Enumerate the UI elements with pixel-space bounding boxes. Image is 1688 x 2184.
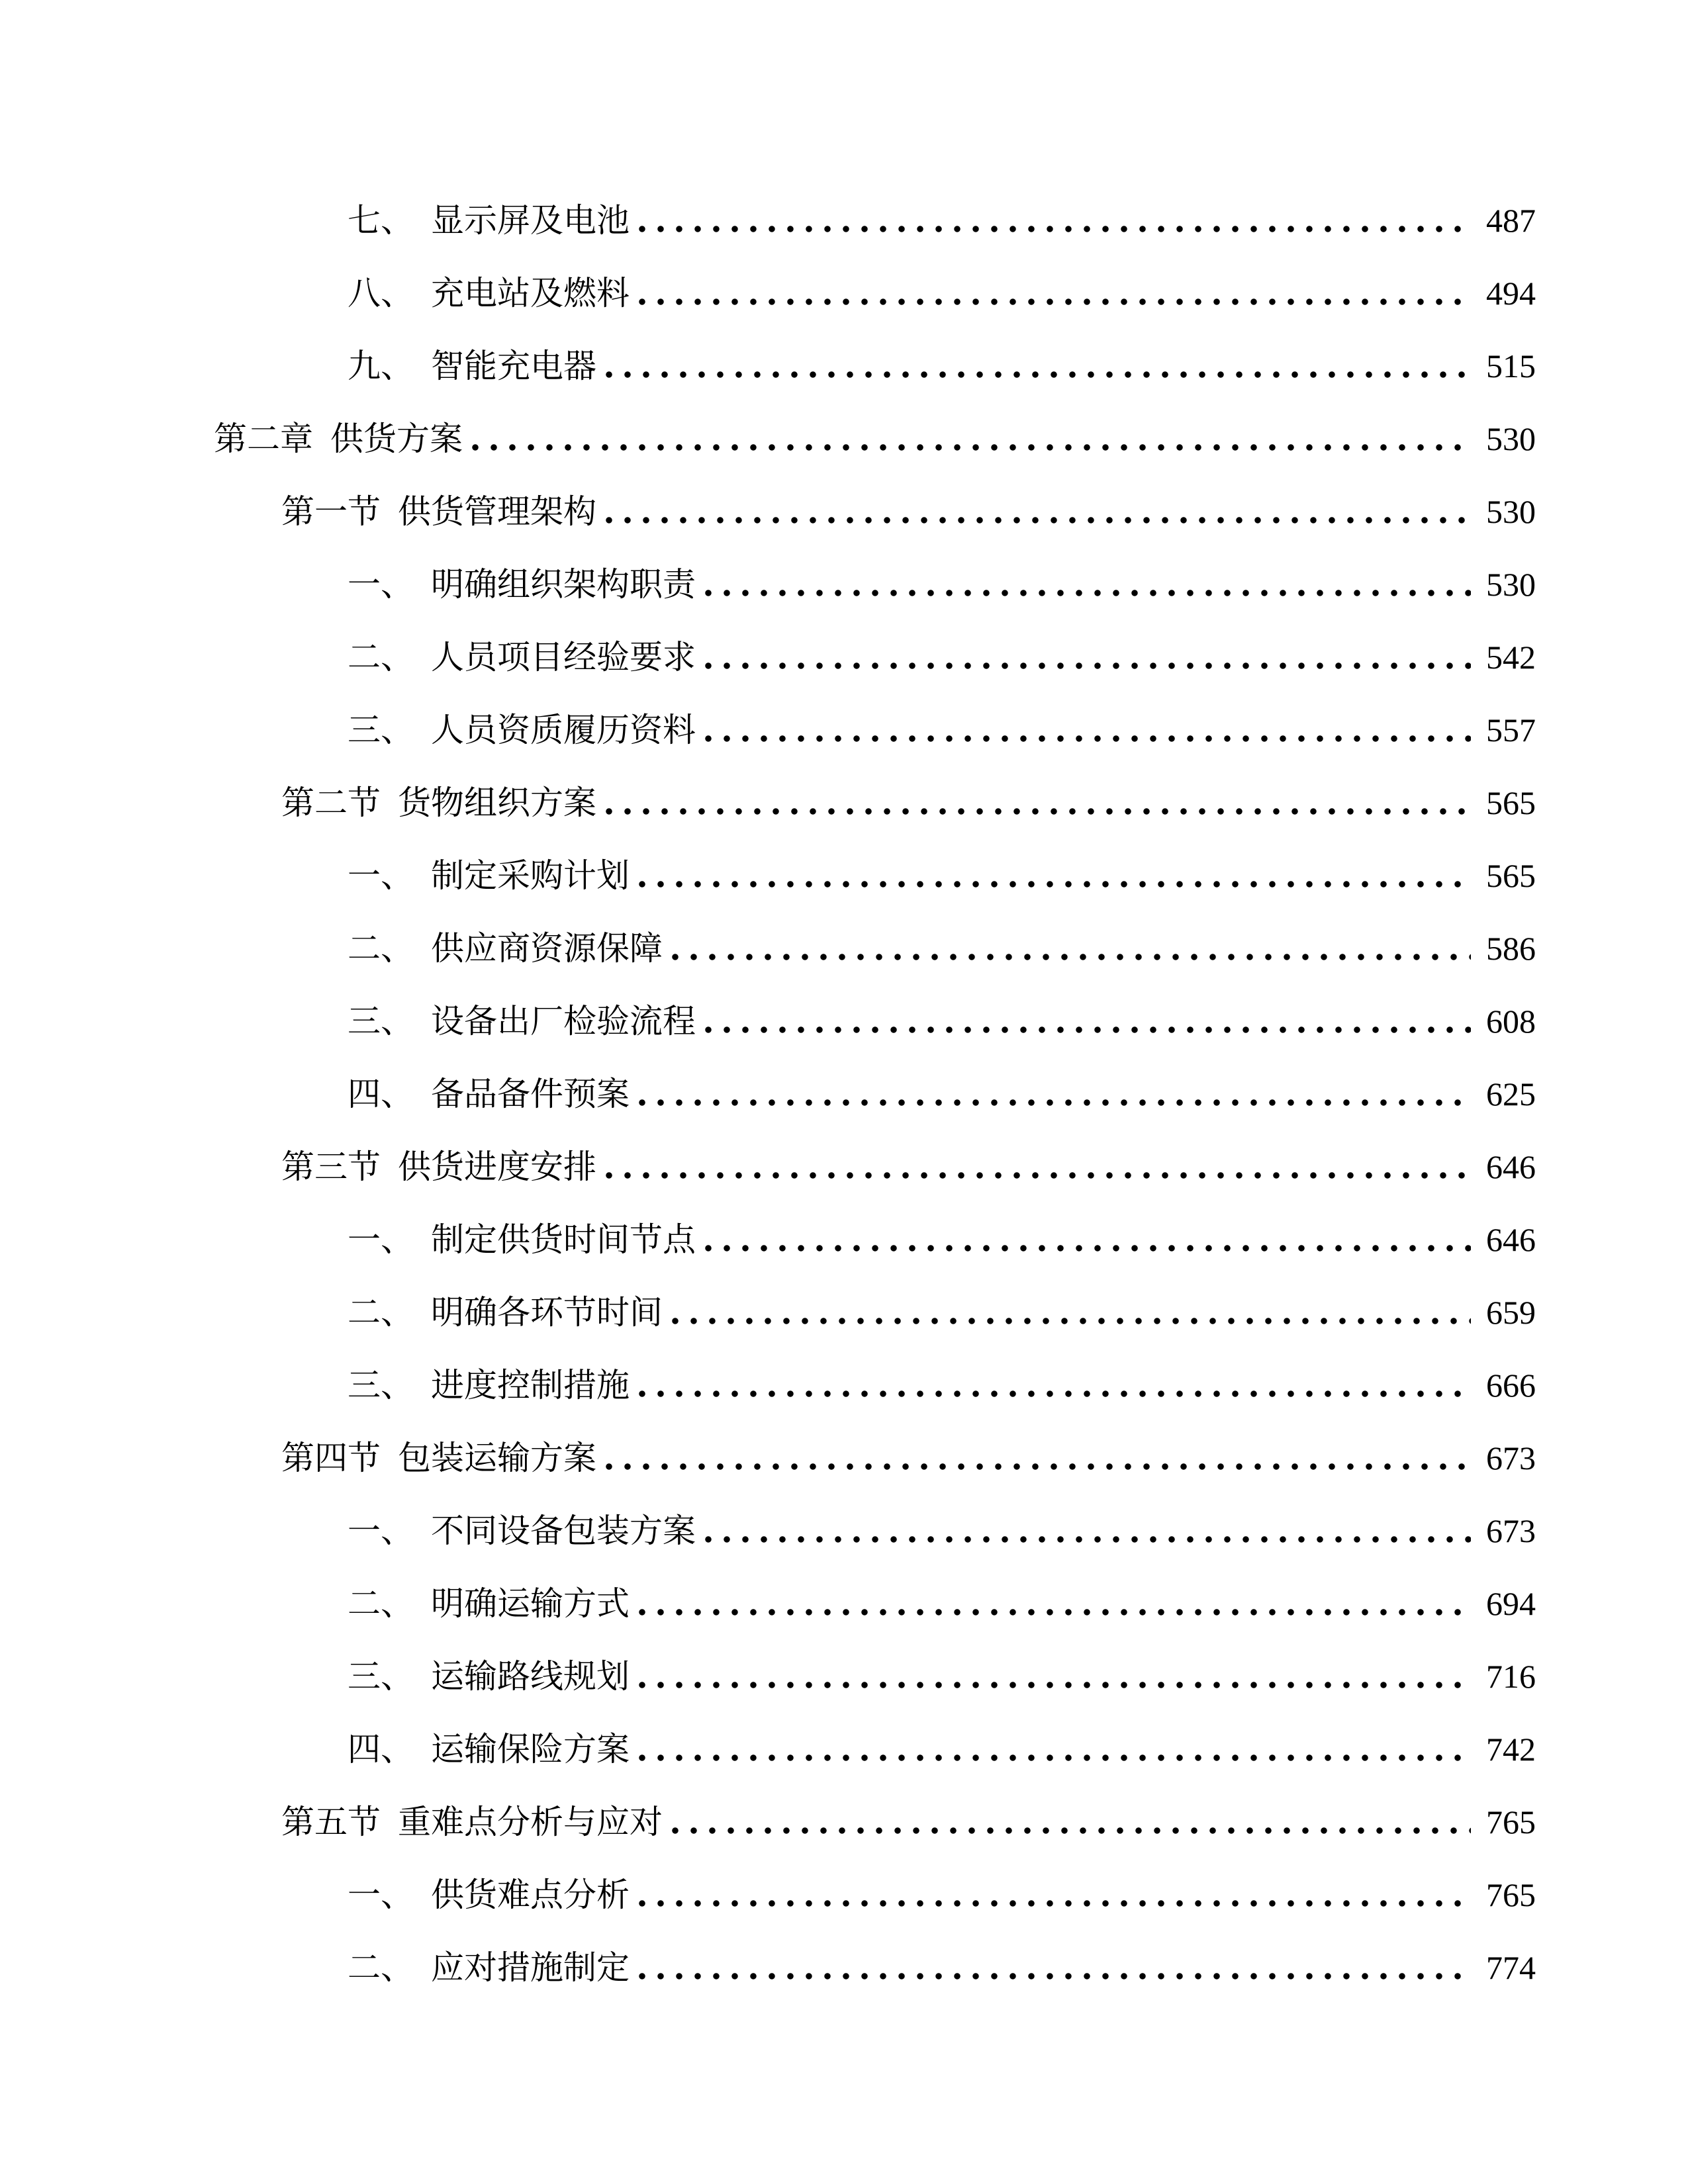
toc-entry-marker: 一、: [348, 1221, 414, 1258]
dot-leader: [606, 371, 1471, 378]
toc-entry-page: 557: [1486, 711, 1536, 749]
dot-leader: [705, 1245, 1471, 1251]
toc-entry-page: 646: [1486, 1221, 1536, 1258]
dot-leader: [672, 1827, 1471, 1834]
toc-entry[interactable]: [0, 165, 1536, 238]
toc-entry-page: 742: [1486, 1731, 1536, 1768]
toc-entry-title: 货物组织方案: [398, 784, 596, 821]
toc-entry-title: 人员资质履历资料: [431, 711, 696, 749]
toc-entry-marker: 一、: [348, 1512, 414, 1549]
toc-entry-marker: 三、: [348, 1003, 414, 1040]
toc-entry[interactable]: [0, 384, 1536, 457]
toc-entry-marker: 二、: [348, 1294, 414, 1331]
toc-entry-title: 供货管理架构: [398, 493, 596, 530]
toc-entry-title: 进度控制措施: [431, 1367, 630, 1404]
dot-leader: [639, 1099, 1471, 1106]
toc-entry-title: 应对措施制定: [431, 1949, 630, 1986]
toc-entry-title: 明确各环节时间: [431, 1294, 663, 1331]
toc-entry[interactable]: [0, 457, 1536, 529]
toc-entry[interactable]: [0, 602, 1536, 675]
toc-entry-marker: 第二节: [281, 784, 381, 821]
dot-leader: [672, 954, 1471, 960]
dot-leader: [606, 1463, 1471, 1470]
toc-entry[interactable]: [0, 311, 1536, 384]
dot-leader: [639, 298, 1471, 305]
toc-entry-title: 设备出厂检验流程: [431, 1003, 696, 1040]
toc-entry[interactable]: [0, 893, 1536, 966]
toc-entry-page: 542: [1486, 639, 1536, 676]
toc-entry[interactable]: [0, 1621, 1536, 1694]
toc-entry-page: 565: [1486, 784, 1536, 821]
toc-entry-page: 646: [1486, 1148, 1536, 1185]
toc-entry[interactable]: [0, 1185, 1536, 1257]
toc-entry-marker: 第四节: [281, 1439, 381, 1477]
toc-entry-marker: 一、: [348, 857, 414, 894]
toc-entry-page: 625: [1486, 1075, 1536, 1113]
dot-leader: [639, 1973, 1471, 1979]
toc-entry[interactable]: [0, 821, 1536, 893]
dot-leader: [705, 590, 1471, 596]
toc-entry-title: 充电站及燃料: [431, 275, 630, 312]
toc-entry-marker: 八、: [348, 275, 414, 312]
toc-entry-marker: 九、: [348, 347, 414, 385]
toc-entry-marker: 二、: [348, 1585, 414, 1622]
toc-entry-title: 人员项目经验要求: [431, 639, 696, 676]
toc-entry-title: 明确组织架构职责: [431, 566, 696, 603]
dot-leader: [639, 1682, 1471, 1688]
toc-entry-title: 运输保险方案: [431, 1731, 630, 1768]
toc-entry-title: 不同设备包装方案: [431, 1512, 696, 1549]
dot-leader: [606, 517, 1471, 523]
dot-leader: [639, 1754, 1471, 1761]
toc-entry-page: 765: [1486, 1803, 1536, 1841]
toc-entry-title: 包装运输方案: [398, 1439, 596, 1477]
dot-leader: [606, 808, 1471, 815]
toc-entry-title: 供货方案: [330, 420, 463, 457]
toc-entry-title: 供货难点分析: [431, 1876, 630, 1913]
dot-leader: [639, 226, 1471, 232]
toc-entry-title: 明确运输方式: [431, 1585, 630, 1622]
toc-entry-marker: 二、: [348, 1949, 414, 1986]
toc-entry-page: 515: [1486, 347, 1536, 385]
toc-entry-marker: 第三节: [281, 1148, 381, 1185]
toc-entry[interactable]: [0, 1039, 1536, 1112]
toc-entry-marker: 三、: [348, 1658, 414, 1695]
dot-leader: [639, 1390, 1471, 1397]
toc-entry-marker: 四、: [348, 1075, 414, 1113]
toc-entry[interactable]: [0, 1549, 1536, 1621]
toc-entry-page: 673: [1486, 1512, 1536, 1549]
toc-entry-marker: 第五节: [281, 1803, 381, 1841]
dot-leader: [639, 1900, 1471, 1907]
toc-entry-page: 608: [1486, 1003, 1536, 1040]
toc-entry-marker: 第二章: [214, 420, 313, 457]
toc-entry-title: 制定采购计划: [431, 857, 630, 894]
toc-entry[interactable]: [0, 1840, 1536, 1913]
dot-leader: [672, 1318, 1471, 1324]
toc-entry[interactable]: [0, 1913, 1536, 1985]
toc-entry-page: 530: [1486, 566, 1536, 603]
toc-entry-marker: 第一节: [281, 493, 381, 530]
toc-entry[interactable]: [0, 1330, 1536, 1403]
toc-entry-title: 重难点分析与应对: [398, 1803, 663, 1841]
toc-entry[interactable]: [0, 966, 1536, 1039]
toc-entry-page: 673: [1486, 1439, 1536, 1477]
toc-entry-title: 显示屏及电池: [431, 202, 630, 239]
toc-entry[interactable]: [0, 1112, 1536, 1185]
toc-entry-page: 487: [1486, 202, 1536, 239]
toc-entry-title: 智能充电器: [431, 347, 596, 385]
toc-entry-marker: 二、: [348, 930, 414, 967]
dot-leader: [639, 881, 1471, 887]
toc-entry[interactable]: [0, 675, 1536, 748]
dot-leader: [705, 1536, 1471, 1543]
toc-entry[interactable]: [0, 1476, 1536, 1549]
toc-entry[interactable]: [0, 1403, 1536, 1476]
dot-leader: [606, 1172, 1471, 1179]
toc-entry-marker: 一、: [348, 1876, 414, 1913]
toc-entry[interactable]: [0, 1257, 1536, 1330]
toc-entry-page: 530: [1486, 420, 1536, 457]
toc-list: [0, 165, 1536, 1985]
toc-entry[interactable]: [0, 1694, 1536, 1767]
toc-entry[interactable]: [0, 238, 1536, 311]
toc-entry-title: 制定供货时间节点: [431, 1221, 696, 1258]
toc-entry-page: 765: [1486, 1876, 1536, 1913]
toc-entry[interactable]: [0, 748, 1536, 821]
toc-entry-title: 供货进度安排: [398, 1148, 596, 1185]
toc-entry[interactable]: [0, 529, 1536, 602]
dot-leader: [639, 1609, 1471, 1615]
dot-leader: [705, 1026, 1471, 1033]
toc-entry-page: 694: [1486, 1585, 1536, 1622]
toc-entry-marker: 三、: [348, 1367, 414, 1404]
toc-entry-title: 备品备件预案: [431, 1075, 630, 1113]
toc-entry-title: 供应商资源保障: [431, 930, 663, 967]
toc-entry-page: 659: [1486, 1294, 1536, 1331]
toc-entry-page: 530: [1486, 493, 1536, 530]
toc-entry-page: 565: [1486, 857, 1536, 894]
toc-entry-page: 716: [1486, 1658, 1536, 1695]
dot-leader: [705, 735, 1471, 742]
toc-entry-marker: 七、: [348, 202, 414, 239]
toc-entry-marker: 四、: [348, 1731, 414, 1768]
toc-entry-marker: 三、: [348, 711, 414, 749]
toc-entry-marker: 一、: [348, 566, 414, 603]
toc-entry-marker: 二、: [348, 639, 414, 676]
toc-entry-title: 运输路线规划: [431, 1658, 630, 1695]
toc-entry-page: 586: [1486, 930, 1536, 967]
dot-leader: [705, 662, 1471, 669]
toc-entry-page: 494: [1486, 275, 1536, 312]
toc-entry-page: 774: [1486, 1949, 1536, 1986]
dot-leader: [472, 444, 1471, 451]
toc-entry[interactable]: [0, 1767, 1536, 1840]
toc-entry-page: 666: [1486, 1367, 1536, 1404]
